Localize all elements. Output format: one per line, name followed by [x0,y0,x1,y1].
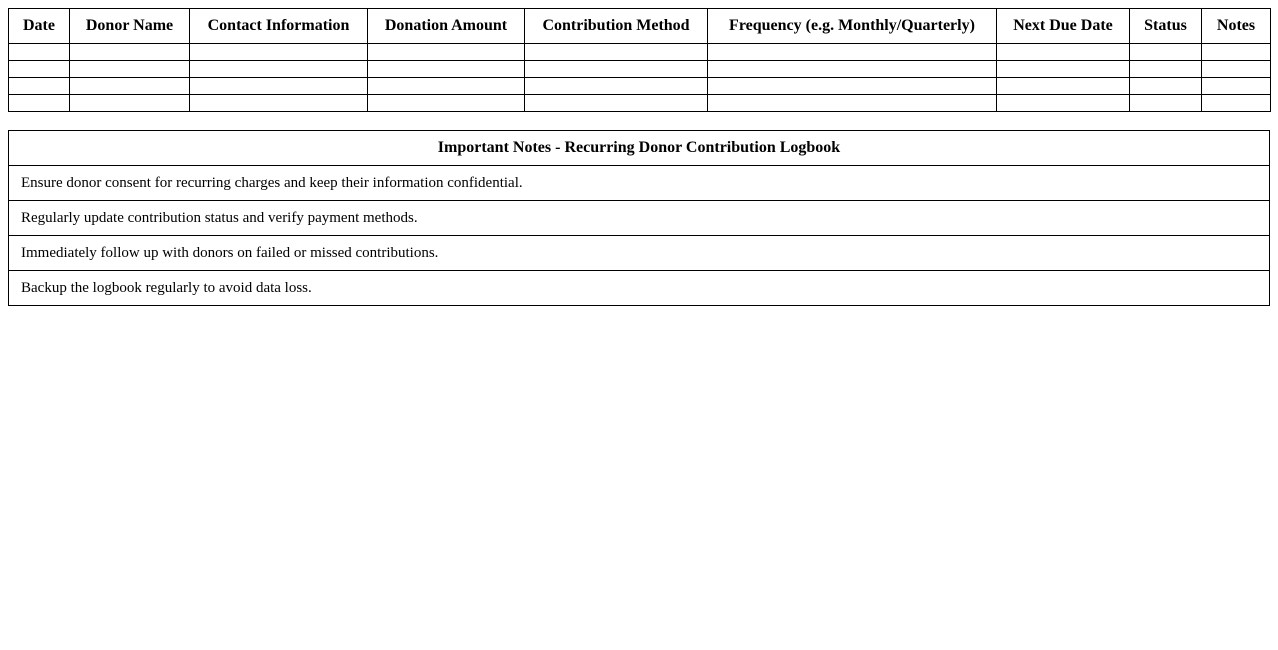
cell-donor-name[interactable] [70,95,190,112]
cell-frequency[interactable] [708,78,997,95]
cell-status[interactable] [1130,95,1202,112]
donor-log-table [8,8,1271,112]
header-contact-information: Contact Information [190,9,368,44]
cell-notes[interactable] [1202,95,1271,112]
note-row [9,166,1270,201]
table-header-row [9,9,1271,44]
cell-status[interactable] [1130,44,1202,61]
cell-contribution-method[interactable] [525,95,708,112]
note-item: Backup the logbook regularly to avoid data loss. [9,271,1270,306]
cell-donor-name[interactable] [70,78,190,95]
header-donor-name: Donor Name [70,9,190,44]
important-notes-table [8,130,1270,306]
header-contribution-method: Contribution Method [525,9,708,44]
cell-donation-amount[interactable] [368,95,525,112]
notes-title: Important Notes - Recurring Donor Contribution Logbook [9,131,1270,166]
cell-contact-information[interactable] [190,78,368,95]
cell-frequency[interactable] [708,95,997,112]
cell-donor-name[interactable] [70,61,190,78]
header-notes: Notes [1202,9,1271,44]
cell-next-due-date[interactable] [997,61,1130,78]
cell-status[interactable] [1130,78,1202,95]
notes-header-row [9,131,1270,166]
cell-contact-information[interactable] [190,61,368,78]
cell-frequency[interactable] [708,44,997,61]
cell-next-due-date[interactable] [997,78,1130,95]
cell-notes[interactable] [1202,61,1271,78]
header-frequency: Frequency (e.g. Monthly/Quarterly) [708,9,997,44]
note-item: Immediately follow up with donors on failed or missed contributions. [9,236,1270,271]
note-row [9,201,1270,236]
cell-donor-name[interactable] [70,44,190,61]
header-next-due-date: Next Due Date [997,9,1130,44]
cell-contribution-method[interactable] [525,78,708,95]
cell-contact-information[interactable] [190,44,368,61]
note-row [9,236,1270,271]
cell-date[interactable] [9,78,70,95]
table-row [9,61,1271,78]
cell-date[interactable] [9,61,70,78]
cell-notes[interactable] [1202,78,1271,95]
table-row [9,95,1271,112]
cell-status[interactable] [1130,61,1202,78]
note-item: Ensure donor consent for recurring charges and keep their information confidential. [9,166,1270,201]
note-row [9,271,1270,306]
table-row [9,78,1271,95]
cell-frequency[interactable] [708,61,997,78]
cell-date[interactable] [9,44,70,61]
note-item: Regularly update contribution status and verify payment methods. [9,201,1270,236]
cell-next-due-date[interactable] [997,44,1130,61]
header-donation-amount: Donation Amount [368,9,525,44]
header-date: Date [9,9,70,44]
cell-contact-information[interactable] [190,95,368,112]
cell-donation-amount[interactable] [368,78,525,95]
cell-donation-amount[interactable] [368,44,525,61]
cell-contribution-method[interactable] [525,44,708,61]
cell-date[interactable] [9,95,70,112]
cell-notes[interactable] [1202,44,1271,61]
cell-contribution-method[interactable] [525,61,708,78]
header-status: Status [1130,9,1202,44]
cell-donation-amount[interactable] [368,61,525,78]
cell-next-due-date[interactable] [997,95,1130,112]
table-row [9,44,1271,61]
